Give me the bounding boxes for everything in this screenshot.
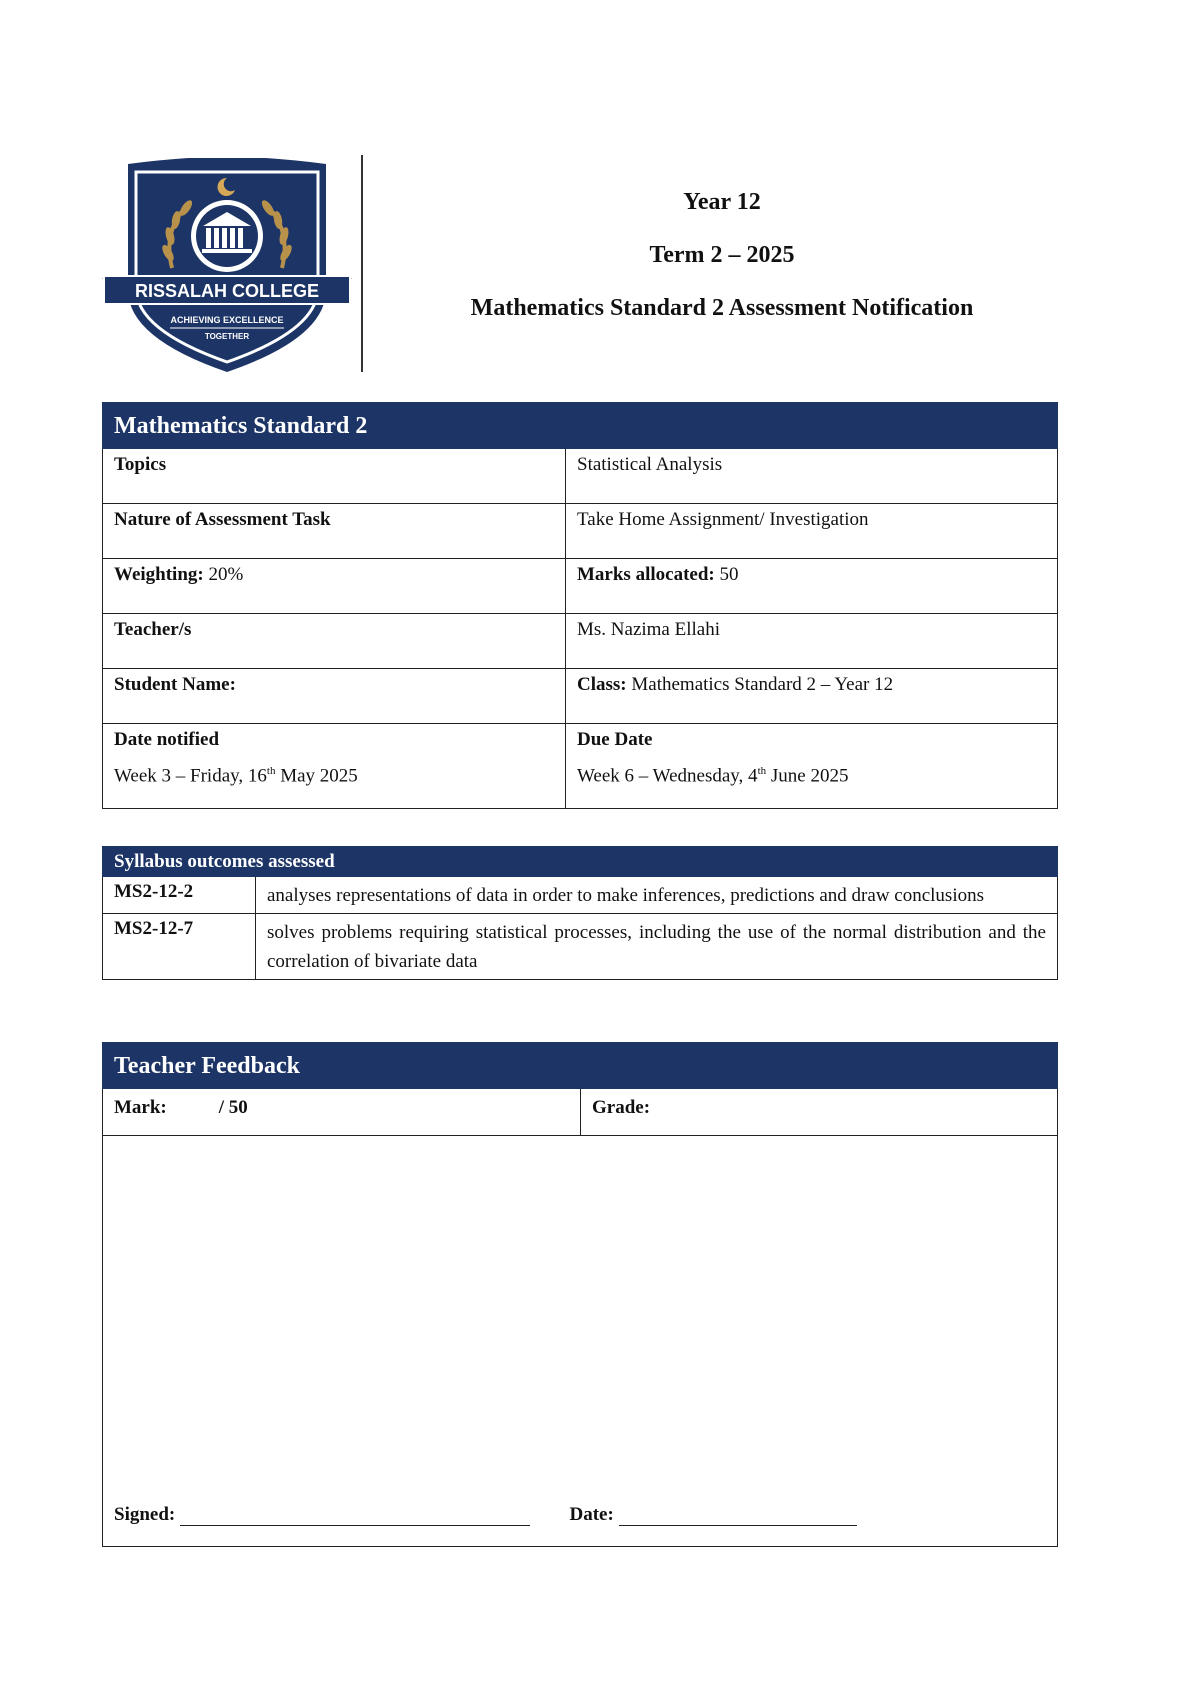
date-notified-value: Week 3 – Friday, 16th May 2025 bbox=[114, 765, 358, 787]
header-divider bbox=[361, 155, 363, 372]
marks-cell bbox=[566, 559, 1058, 614]
grade-cell[interactable] bbox=[581, 1089, 1058, 1136]
outcomes-table bbox=[102, 846, 1058, 980]
marks-value: 50 bbox=[719, 564, 739, 585]
feedback-heading: Teacher Feedback bbox=[103, 1043, 1058, 1089]
nature-label-cell bbox=[103, 504, 566, 559]
due-date-cell bbox=[566, 724, 1058, 809]
topics-label: Topics bbox=[114, 454, 167, 475]
year-heading: Year 12 bbox=[683, 189, 761, 215]
topics-label-cell bbox=[103, 449, 566, 504]
outcome-row bbox=[103, 877, 1058, 914]
weighting-value: 20% bbox=[208, 564, 244, 585]
date-notified-cell bbox=[103, 724, 566, 809]
logo-name-text: RISSALAH COLLEGE bbox=[134, 281, 320, 301]
outcome-code: MS2-12-7 bbox=[103, 914, 256, 980]
weighting-cell bbox=[103, 559, 566, 614]
date-blank[interactable] bbox=[619, 1505, 857, 1526]
details-heading: Mathematics Standard 2 bbox=[103, 403, 1058, 449]
page-header bbox=[102, 150, 1062, 372]
due-date-label: Due Date bbox=[577, 729, 653, 750]
signed-blank[interactable] bbox=[180, 1505, 530, 1526]
class-cell bbox=[566, 669, 1058, 724]
outcome-text: solves problems requiring statistical processes, including the use of the normal distribution and the correlation of bivariate data bbox=[256, 914, 1058, 980]
outcome-code: MS2-12-2 bbox=[103, 877, 256, 914]
logo-motto-line2: TOGETHER bbox=[204, 332, 250, 341]
nature-value: Take Home Assignment/ Investigation bbox=[566, 504, 1058, 559]
logo-motto-line1: ACHIEVING EXCELLENCE bbox=[170, 315, 284, 325]
student-name-label: Student Name: bbox=[114, 674, 236, 695]
outcome-row bbox=[103, 914, 1058, 980]
header-titles bbox=[392, 190, 1052, 349]
page-title: Mathematics Standard 2 Assessment Notification bbox=[470, 295, 974, 321]
weighting-label: Weighting: bbox=[114, 564, 204, 585]
mark-total: / 50 bbox=[218, 1097, 248, 1118]
term-heading: Term 2 – 2025 bbox=[649, 242, 795, 268]
mark-label: Mark: bbox=[114, 1097, 167, 1118]
due-date-value: Week 6 – Wednesday, 4th June 2025 bbox=[577, 765, 849, 787]
student-name-cell[interactable] bbox=[103, 669, 566, 724]
mark-cell[interactable] bbox=[103, 1089, 581, 1136]
grade-label: Grade: bbox=[592, 1097, 651, 1118]
outcome-text: analyses representations of data in order to make inferences, predictions and draw conclusions bbox=[256, 877, 1058, 914]
marks-label: Marks allocated: bbox=[577, 564, 715, 585]
date-notified-label: Date notified bbox=[114, 729, 220, 750]
signed-label: Signed: bbox=[114, 1504, 176, 1525]
teacher-label: Teacher/s bbox=[114, 619, 192, 640]
class-value: Mathematics Standard 2 – Year 12 bbox=[631, 674, 894, 695]
date-label: Date: bbox=[569, 1504, 614, 1525]
feedback-table bbox=[102, 1042, 1058, 1547]
signature-line bbox=[114, 1504, 857, 1526]
teacher-value: Ms. Nazima Ellahi bbox=[566, 614, 1058, 669]
topics-value: Statistical Analysis bbox=[566, 449, 1058, 504]
outcomes-heading: Syllabus outcomes assessed bbox=[103, 847, 1058, 877]
college-logo bbox=[102, 158, 352, 373]
details-table bbox=[102, 402, 1058, 809]
teacher-label-cell bbox=[103, 614, 566, 669]
feedback-area[interactable] bbox=[103, 1136, 1058, 1547]
class-label: Class: bbox=[577, 674, 627, 695]
nature-label: Nature of Assessment Task bbox=[114, 509, 331, 530]
